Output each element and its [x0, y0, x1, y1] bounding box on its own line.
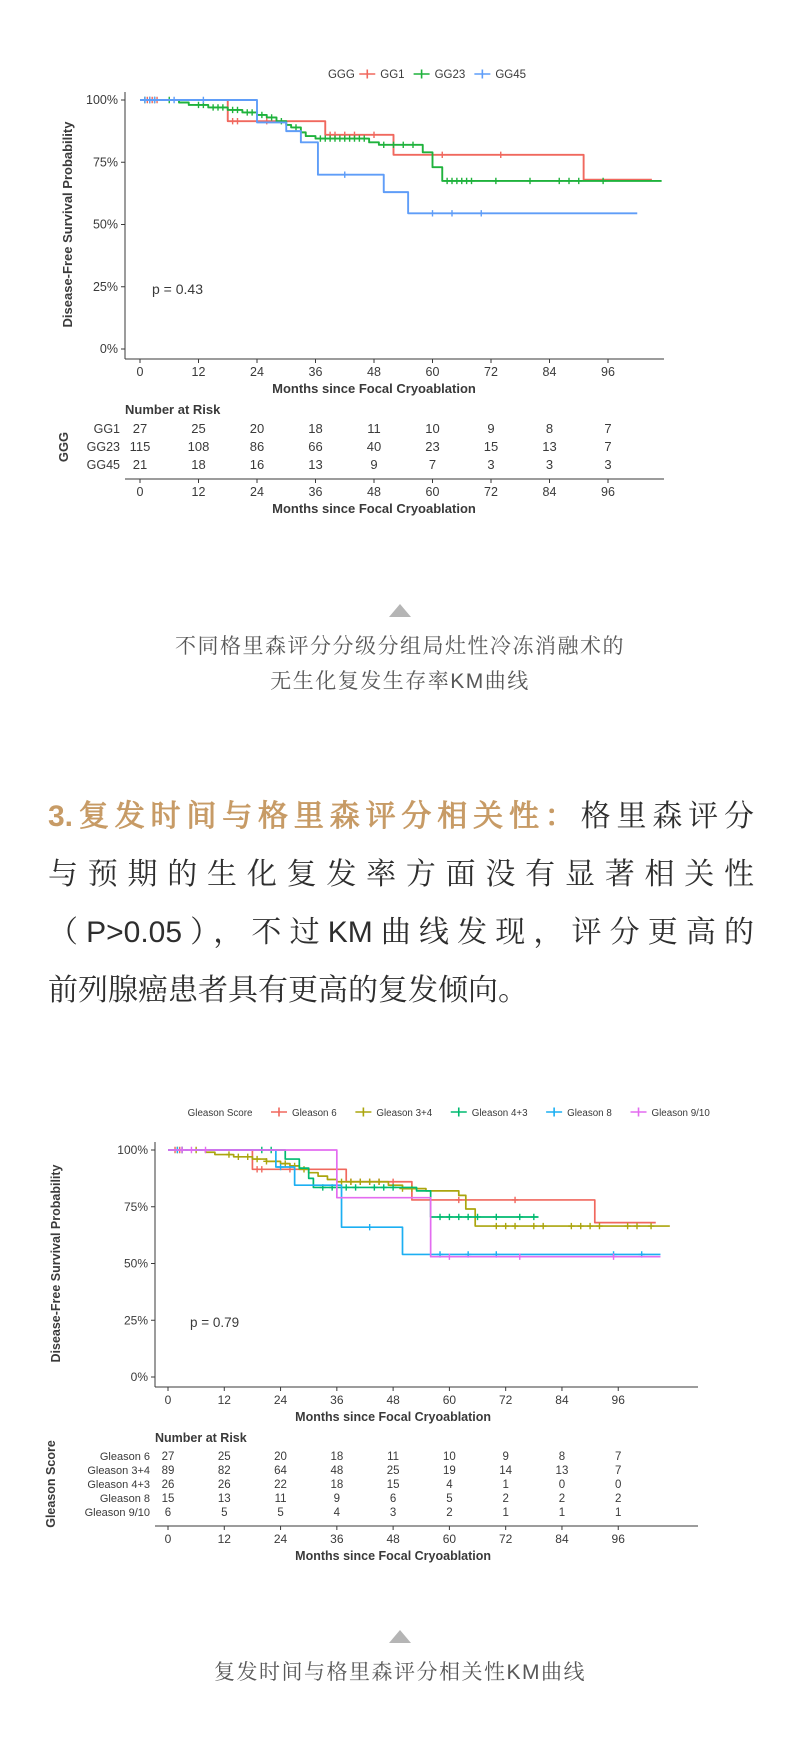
svg-text:Months since Focal Cryoablatio: Months since Focal Cryoablation — [272, 501, 476, 516]
svg-text:GGG: GGG — [56, 431, 71, 463]
svg-text:50%: 50% — [123, 1256, 148, 1271]
svg-text:108: 108 — [187, 439, 210, 454]
collapse-triangle-icon — [389, 604, 411, 617]
svg-text:26: 26 — [217, 1479, 231, 1491]
svg-text:36: 36 — [308, 485, 323, 499]
svg-text:3: 3 — [604, 457, 612, 472]
svg-text:Gleason Score: Gleason Score — [187, 1108, 253, 1119]
svg-text:3: 3 — [389, 1507, 397, 1519]
svg-text:60: 60 — [442, 1393, 457, 1407]
svg-text:100%: 100% — [117, 1143, 148, 1157]
svg-text:20: 20 — [274, 1451, 287, 1463]
svg-text:11: 11 — [387, 1451, 400, 1463]
svg-text:1: 1 — [615, 1507, 622, 1519]
svg-text:5: 5 — [446, 1493, 453, 1505]
svg-text:p = 0.43: p = 0.43 — [152, 281, 203, 297]
svg-text:8: 8 — [558, 1451, 566, 1463]
svg-text:9: 9 — [333, 1493, 341, 1505]
svg-text:72: 72 — [484, 485, 498, 499]
svg-text:3: 3 — [545, 457, 554, 472]
svg-text:Gleason 4+3: Gleason 4+3 — [87, 1479, 150, 1491]
svg-text:100%: 100% — [86, 93, 118, 107]
svg-text:18: 18 — [191, 457, 206, 472]
paragraph-line4: 前列腺癌患者具有更高的复发倾向。 — [48, 974, 528, 1007]
svg-text:15: 15 — [483, 439, 499, 454]
svg-text:115: 115 — [129, 439, 151, 454]
svg-text:13: 13 — [217, 1493, 231, 1505]
km-chart-ggg-svg — [50, 52, 750, 520]
svg-text:60: 60 — [425, 365, 440, 379]
svg-text:6: 6 — [389, 1493, 397, 1505]
svg-text:25: 25 — [191, 421, 206, 436]
svg-text:96: 96 — [601, 485, 615, 499]
svg-text:24: 24 — [273, 1393, 288, 1407]
svg-text:25: 25 — [217, 1451, 231, 1463]
svg-text:82: 82 — [217, 1465, 231, 1477]
svg-text:27: 27 — [161, 1451, 175, 1463]
svg-text:13: 13 — [555, 1465, 569, 1477]
svg-text:25%: 25% — [123, 1313, 148, 1328]
svg-text:9: 9 — [370, 457, 378, 472]
svg-text:23: 23 — [425, 439, 440, 454]
svg-text:3: 3 — [487, 457, 495, 472]
svg-text:GG1: GG1 — [380, 69, 405, 81]
paragraph-line1 — [48, 788, 754, 846]
svg-text:89: 89 — [161, 1465, 175, 1477]
svg-text:4: 4 — [446, 1479, 453, 1491]
svg-text:72: 72 — [484, 365, 498, 379]
svg-text:Gleason 3+4: Gleason 3+4 — [376, 1108, 433, 1119]
svg-text:Gleason 4+3: Gleason 4+3 — [471, 1108, 528, 1119]
svg-text:25: 25 — [386, 1465, 400, 1477]
svg-text:0%: 0% — [99, 342, 118, 356]
svg-text:2: 2 — [446, 1507, 453, 1519]
svg-text:84: 84 — [555, 1532, 569, 1546]
svg-text:Gleason 9/10: Gleason 9/10 — [651, 1108, 710, 1119]
svg-text:18: 18 — [308, 421, 323, 436]
svg-text:0: 0 — [136, 365, 144, 379]
svg-text:86: 86 — [249, 439, 265, 454]
svg-text:26: 26 — [161, 1479, 175, 1491]
svg-text:15: 15 — [161, 1493, 175, 1505]
svg-text:Gleason 8: Gleason 8 — [567, 1108, 612, 1119]
svg-text:7: 7 — [604, 439, 612, 454]
paragraph-line2: 与预期的生化复发率方面没有显著相关性 — [48, 858, 754, 891]
svg-text:9: 9 — [502, 1451, 509, 1463]
svg-text:p = 0.79: p = 0.79 — [190, 1315, 240, 1330]
svg-text:0: 0 — [164, 1532, 172, 1546]
svg-text:84: 84 — [542, 365, 557, 379]
svg-text:15: 15 — [386, 1479, 400, 1491]
svg-text:24: 24 — [273, 1532, 288, 1546]
svg-text:96: 96 — [601, 365, 615, 379]
svg-text:1: 1 — [502, 1507, 509, 1519]
svg-text:36: 36 — [330, 1532, 344, 1546]
svg-text:24: 24 — [250, 365, 264, 379]
svg-text:36: 36 — [330, 1393, 344, 1407]
svg-text:2: 2 — [502, 1493, 509, 1505]
svg-text:84: 84 — [542, 485, 557, 499]
svg-text:Gleason 6: Gleason 6 — [291, 1108, 337, 1119]
svg-text:7: 7 — [615, 1465, 622, 1477]
svg-text:6: 6 — [164, 1507, 172, 1519]
svg-text:5: 5 — [277, 1507, 284, 1519]
svg-text:25%: 25% — [92, 279, 118, 294]
svg-text:Gleason Score: Gleason Score — [44, 1440, 58, 1528]
svg-text:GG23: GG23 — [434, 69, 466, 81]
svg-text:5: 5 — [221, 1507, 228, 1519]
svg-text:GG23: GG23 — [86, 440, 120, 454]
svg-text:0: 0 — [136, 485, 144, 499]
svg-text:72: 72 — [499, 1393, 513, 1407]
svg-text:8: 8 — [545, 421, 554, 436]
svg-text:7: 7 — [615, 1451, 622, 1463]
svg-text:12: 12 — [191, 365, 206, 379]
svg-text:21: 21 — [132, 457, 148, 472]
figure2-km-chart-gleason — [40, 1092, 760, 1574]
paragraph-line1-text: 格里森评分 — [580, 800, 755, 833]
svg-text:96: 96 — [611, 1532, 625, 1546]
svg-text:1: 1 — [558, 1507, 566, 1519]
figure1-caption-line1: 不同格里森评分分级分组局灶性冷冻消融术的 — [175, 635, 625, 658]
svg-text:Number at Risk: Number at Risk — [155, 1431, 247, 1445]
svg-text:64: 64 — [274, 1465, 287, 1477]
svg-text:11: 11 — [274, 1493, 287, 1505]
svg-text:0: 0 — [615, 1479, 622, 1491]
svg-text:75%: 75% — [123, 1199, 148, 1214]
svg-text:22: 22 — [274, 1479, 287, 1491]
svg-text:16: 16 — [249, 457, 265, 472]
svg-text:1: 1 — [502, 1479, 509, 1491]
figure2-caption-line1: 复发时间与格里森评分相关性KM曲线 — [214, 1661, 586, 1684]
svg-text:19: 19 — [443, 1465, 456, 1477]
svg-text:20: 20 — [249, 421, 265, 436]
svg-text:2: 2 — [615, 1493, 622, 1505]
svg-text:12: 12 — [217, 1393, 231, 1407]
svg-text:Gleason 6: Gleason 6 — [99, 1451, 150, 1463]
figure1-note — [0, 604, 800, 699]
svg-text:4: 4 — [333, 1507, 341, 1519]
svg-text:7: 7 — [604, 421, 612, 436]
svg-text:Months since Focal Cryoablatio: Months since Focal Cryoablation — [295, 1410, 492, 1424]
svg-text:10: 10 — [443, 1451, 456, 1463]
svg-text:18: 18 — [330, 1479, 344, 1491]
svg-text:48: 48 — [367, 365, 381, 379]
svg-text:60: 60 — [425, 485, 440, 499]
svg-text:48: 48 — [367, 485, 381, 499]
svg-text:2: 2 — [558, 1493, 566, 1505]
svg-text:Disease-Free Survival Probabil: Disease-Free Survival Probability — [49, 1164, 63, 1363]
svg-text:GG45: GG45 — [86, 458, 120, 472]
svg-text:Months since Focal Cryoablatio: Months since Focal Cryoablation — [295, 1549, 492, 1563]
figure1-caption-line2: 无生化复发生存率KM曲线 — [270, 670, 530, 693]
collapse-triangle-icon — [389, 1630, 411, 1643]
svg-text:Number at Risk: Number at Risk — [125, 402, 221, 417]
svg-text:84: 84 — [555, 1393, 569, 1407]
svg-text:36: 36 — [308, 365, 323, 379]
svg-text:10: 10 — [425, 421, 440, 436]
svg-text:Gleason 8: Gleason 8 — [99, 1493, 150, 1505]
svg-text:96: 96 — [611, 1393, 625, 1407]
svg-text:11: 11 — [367, 421, 381, 436]
svg-text:66: 66 — [308, 439, 323, 454]
svg-text:75%: 75% — [92, 155, 118, 170]
svg-text:Gleason 3+4: Gleason 3+4 — [87, 1465, 150, 1477]
svg-text:0: 0 — [164, 1393, 172, 1407]
svg-text:GGG: GGG — [327, 69, 355, 81]
svg-text:GG1: GG1 — [93, 422, 120, 436]
svg-text:13: 13 — [542, 439, 557, 454]
svg-text:48: 48 — [386, 1393, 400, 1407]
km-chart-gleason-svg — [40, 1092, 760, 1574]
svg-text:Months since Focal Cryoablatio: Months since Focal Cryoablation — [272, 381, 476, 396]
svg-text:0: 0 — [558, 1479, 566, 1491]
svg-text:7: 7 — [428, 457, 437, 472]
svg-text:60: 60 — [442, 1532, 457, 1546]
svg-text:18: 18 — [330, 1451, 344, 1463]
svg-text:9: 9 — [487, 421, 495, 436]
svg-text:12: 12 — [217, 1532, 231, 1546]
section-heading: 3.复发时间与格里森评分相关性： — [48, 800, 581, 833]
figure2-note — [0, 1630, 800, 1690]
svg-text:14: 14 — [499, 1465, 513, 1477]
paragraph-line3: （P>0.05），不过KM曲线发现，评分更高的 — [48, 916, 754, 949]
svg-text:27: 27 — [132, 421, 148, 436]
svg-text:24: 24 — [250, 485, 264, 499]
svg-text:72: 72 — [499, 1532, 513, 1546]
svg-text:12: 12 — [191, 485, 206, 499]
svg-text:40: 40 — [366, 439, 382, 454]
svg-text:0%: 0% — [130, 1370, 148, 1384]
paragraph — [48, 788, 754, 1020]
svg-text:48: 48 — [386, 1532, 400, 1546]
svg-text:Disease-Free Survival Probabil: Disease-Free Survival Probability — [60, 121, 75, 328]
figure1-km-chart-ggg — [50, 52, 750, 520]
svg-text:Gleason 9/10: Gleason 9/10 — [84, 1507, 150, 1519]
svg-text:GG45: GG45 — [495, 69, 527, 81]
svg-text:13: 13 — [308, 457, 323, 472]
svg-text:48: 48 — [330, 1465, 344, 1477]
svg-text:50%: 50% — [92, 217, 118, 232]
